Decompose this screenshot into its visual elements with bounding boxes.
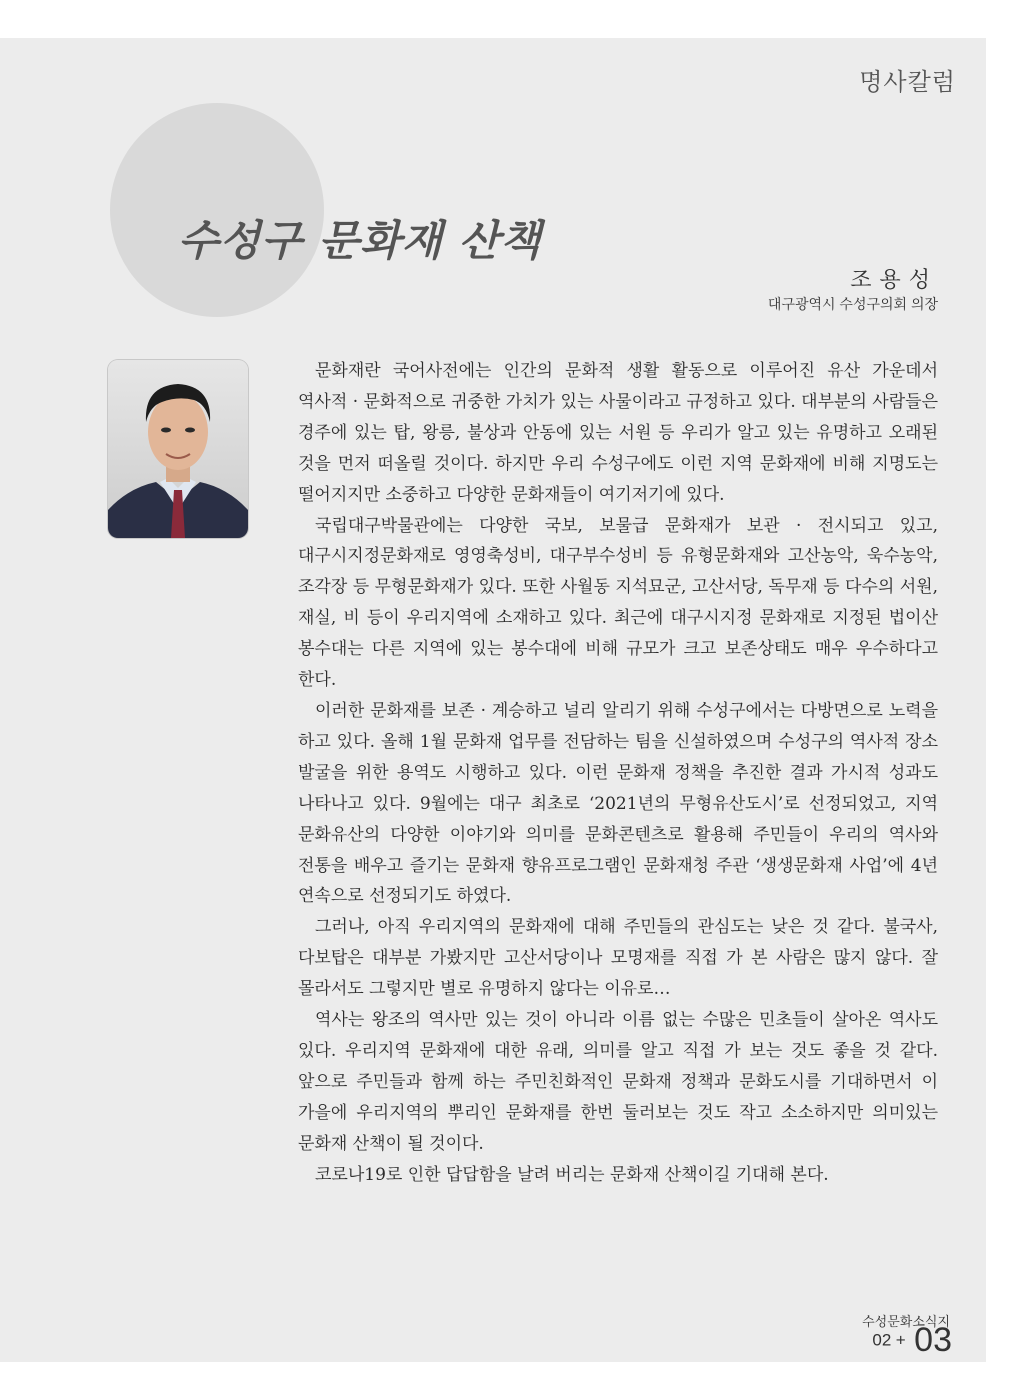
body-paragraph: 코로나19로 인한 답답함을 날려 버리는 문화재 산책이길 기대해 본다. <box>315 1164 829 1185</box>
author-title: 대구광역시 수성구의회 의장 <box>767 296 938 312</box>
author-photo <box>108 360 248 538</box>
author-name: 조용성 <box>850 268 938 293</box>
page-separator: + <box>895 1330 906 1350</box>
page-number-right: 03 <box>914 1321 952 1359</box>
page-numbers <box>872 1321 952 1360</box>
body-paragraph: 이러한 문화재를 보존 · 계승하고 널리 알리기 위해 수성구에서는 다방면으로 노력을 하고 있다. 올해 1월 문화재 업무를 전담하는 팀을 신설하였으며 수성구의 역사적 장소 발굴을 위한 용역도 시행하고 있다. 이런 문화재 정책을 추진한 결과 가시적 성과도 나타나고 있다. 9월에는 대구 최초로 ‘2021년의 무형유산도시’로 선정되었고, 지역 문화유산의 다양한 이야기와 의미를 문화콘텐츠로 활용해 주민들이 우리의 역사와 전통을 배우고 즐기는 문화재 향유프로그램인 문화재청 주관 ‘생생문화재 사업’에 4년 연속으로 선정되기도 하였다. <box>298 700 938 907</box>
article-body <box>298 356 938 1190</box>
body-paragraph: 그러나, 아직 우리지역의 문화재에 대해 주민들의 관심도는 낮은 것 같다. 불국사, 다보탑은 대부분 가봤지만 고산서당이나 모명재를 직접 가 본 사람은 많지 않다. 잘 몰라서도 그렇지만 별로 유명하지 않다는 이유로… <box>298 917 938 1000</box>
publication-name: 수성문화소식지 <box>862 1314 950 1329</box>
portrait-photo-icon <box>108 360 248 538</box>
section-label: 명사칼럼 <box>859 69 956 96</box>
body-paragraph: 역사는 왕조의 역사만 있는 것이 아니라 이름 없는 수많은 민초들이 살아온 역사도 있다. 우리지역 문화재에 대한 유래, 의미를 알고 직접 가 보는 것도 좋을 것 같다. 앞으로 주민들과 함께 하는 주민친화적인 문화재 정책과 문화도시를 기대하면서 이 가을에 우리지역의 뿌리인 문화재를 한번 둘러보는 것도 작고 소소하지만 의미있는 문화재 산책이 될 것이다. <box>298 1010 938 1154</box>
body-paragraph: 문화재란 국어사전에는 인간의 문화적 생활 활동으로 이루어진 유산 가운데서 역사적 · 문화적으로 귀중한 가치가 있는 사물이라고 규정하고 있다. 대부분의 사람들은 경주에 있는 탑, 왕릉, 불상과 안동에 있는 서원 등 우리가 알고 있는 유명하고 오래된 것을 먼저 떠올릴 것이다. 하지만 우리 수성구에도 이런 지역 문화재에 비해 지명도는 떨어지지만 소중하고 다양한 문화재들이 여기저기에 있다. <box>298 361 938 505</box>
body-paragraph: 국립대구박물관에는 다양한 국보, 보물급 문화재가 보관 · 전시되고 있고, 대구시지정문화재로 영영축성비, 대구부수성비 등 유형문화재와 고산농악, 욱수농악, 조각장 등 무형문화재가 있다. 또한 사월동 지석묘군, 고산서당, 독무재 등 다수의 서원, 재실, 비 등이 우리지역에 소재하고 있다. 최근에 대구시지정 문화재로 지정된 법이산 봉수대는 다른 지역에 있는 봉수대에 비해 규모가 크고 보존상태도 매우 우수하다고 한다. <box>298 515 938 691</box>
page-background <box>0 38 986 1362</box>
page-number-left: 02 <box>872 1330 892 1350</box>
article-title: 수성구 문화재 산책 <box>178 216 542 265</box>
